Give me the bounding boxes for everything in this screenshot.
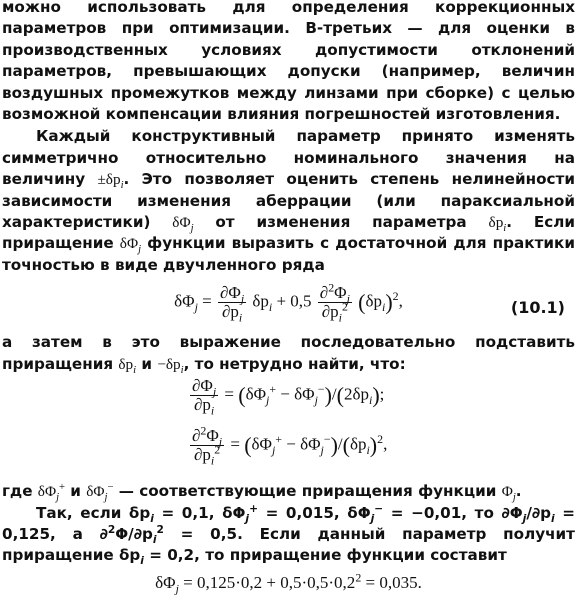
partial-fraction-1: $\frac{\partial\Phi_j}{\partial p_i}$	[219, 283, 245, 325]
pm-delta-p: $\pm\delta p_i$	[97, 171, 124, 192]
p2-part4: . Если приращение	[2, 213, 576, 253]
p2-part5: функции выразить с достаточной для практики точностью в виде двучленного ряда	[2, 234, 575, 274]
final-equation: $\delta\Phi_j = 0,125\cdot 0,2 + 0,5\cdot 0,5\cdot 0,2^2 = 0,035$.	[155, 570, 422, 595]
paragraph-4: где $\delta\Phi_j^+$ и $\delta\Phi_j^-$ — соответствующие приращения функции $\Phi_j$.	[2, 482, 522, 504]
second-derivative: $\frac{\partial^2\Phi_j}{\partial p_i^2}$ = $(\delta\Phi_j^+ - \delta\Phi_j^-)/(\delta p_i)^2$,	[192, 423, 388, 468]
derivative-equations	[2, 377, 575, 477]
p2-part1: Каждый конструктивный параметр принято изменять симметрично относительно номинального значения на величину	[2, 127, 575, 189]
equation-number: (10.1)	[510, 298, 565, 318]
p2-part3: от изменения параметра	[193, 213, 489, 232]
delta-phi-j-2: $\delta\Phi_j$	[119, 235, 142, 256]
delta-phi-j: $\delta\Phi_j$	[172, 214, 194, 235]
equation-10-1: $\delta\Phi_j$ = $\frac{\partial\Phi_j}{\partial p_i}$ $\delta p_i + 0,5$ $\frac{\partial^2\Phi_j}{\partial p_i^2}$ $(\delta p_i)^2$, (10.1)	[174, 280, 565, 325]
first-derivative: $\frac{\partial\Phi_j}{\partial p_i}$ = $(\delta\Phi_j^+ - \delta\Phi_j^-)/(2\delta p_i)$;	[192, 376, 385, 418]
partial-fraction-2: $\frac{\partial^2\Phi_j}{\partial p_i^2}$	[319, 280, 350, 325]
delta-p-i: $\delta p_i$	[488, 214, 507, 235]
paragraph-3: а затем в это выражение последовательно подставить приращения $\delta p_i$ $и -\delta p_i$, то нетрудно найти, что:	[2, 333, 575, 376]
paragraph-1: можно использовать для определения коррекционных параметров при оптимизации. В-третьих — для оценки в производственных условиях допустимости отклонений параметров, превышающих допуски (например, величин воздушных промежутков между линзами при сборке) с целью возможной компенсации влияния погрешностей изготовления.	[2, 0, 575, 124]
paragraph-5: Так, если $\delta p_i = 0,1$, $\delta\Phi_j^+ = 0,015$, $\delta\Phi_j^- = -0,01$, то $\partial\Phi_j/\partial p_i = 0,125$, а $\partial^2\Phi/\partial p_i^2 = 0,5$. Если данный параметр получит приращение $\delta p_i = 0,2$, то приращение функции составит	[2, 501, 575, 568]
p2-part2: . Это позволяет оценить степень нелинейности зависимости изменения аберрации (или параксиальной характеристики)	[2, 170, 575, 232]
paragraph-2	[2, 126, 575, 276]
